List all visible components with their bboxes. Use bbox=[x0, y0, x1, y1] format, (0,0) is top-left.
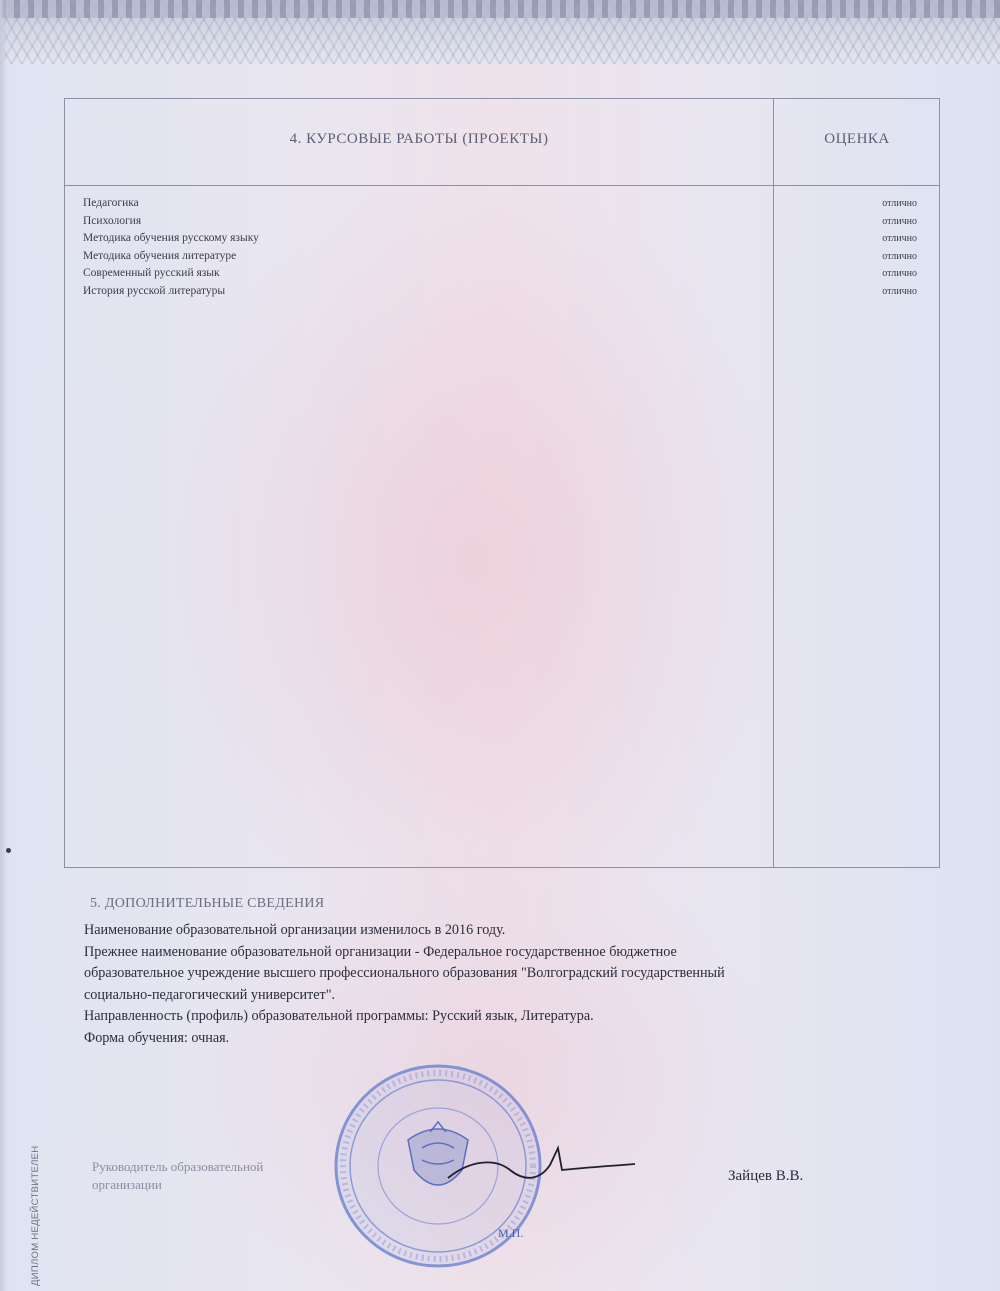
table-row bbox=[83, 283, 923, 301]
info-line: образовательное учреждение высшего профессионального образования "Волгоградский государственный bbox=[84, 965, 725, 981]
stamp-place-mark: М.П. bbox=[498, 1226, 524, 1240]
security-pattern-header bbox=[0, 0, 1000, 64]
table-row bbox=[83, 230, 923, 248]
info-line: социально-педагогический университет". bbox=[84, 986, 336, 1003]
info-line: Наименование образовательной организации изменилось в 2016 году. bbox=[84, 922, 506, 938]
coursework-rows bbox=[83, 195, 923, 301]
subject-grade: отлично bbox=[882, 285, 917, 297]
table-header-divider bbox=[65, 185, 939, 186]
info-line: Форма обучения: очная. bbox=[84, 1029, 230, 1046]
vertical-margin-note: ДИПЛОМ НЕДЕЙСТВИТЕЛЕН bbox=[30, 1145, 41, 1286]
subject-grade: отлично bbox=[882, 198, 917, 209]
table-row bbox=[83, 195, 923, 213]
subject-name: Методика обучения литературе bbox=[83, 249, 237, 262]
subject-grade: отлично bbox=[882, 215, 917, 227]
info-line: Прежнее наименование образовательной организации - Федеральное государственное бюджетное bbox=[84, 943, 677, 960]
signature-icon bbox=[440, 1140, 640, 1190]
subject-grade: отлично bbox=[882, 233, 917, 245]
grade-column-header: ОЦЕНКА bbox=[824, 131, 890, 147]
subject-name: Психология bbox=[83, 214, 142, 227]
subject-name: Педагогика bbox=[83, 197, 139, 209]
subject-grade: отлично bbox=[882, 250, 917, 262]
table-row bbox=[83, 248, 923, 266]
coursework-table bbox=[64, 98, 940, 868]
page-edge bbox=[0, 0, 8, 1291]
additional-info-title: 5. ДОПОЛНИТЕЛЬНЫЕ СВЕДЕНИЯ bbox=[90, 896, 325, 911]
table-row bbox=[83, 213, 923, 231]
ink-dot bbox=[6, 848, 11, 853]
subject-name: Методика обучения русскому языку bbox=[83, 232, 259, 245]
subject-grade: отлично bbox=[882, 268, 917, 280]
info-line: Направленность (профиль) образовательной программы: Русский язык, Литература. bbox=[84, 1008, 594, 1024]
signatory-name: Зайцев В.В. bbox=[728, 1168, 804, 1184]
table-row bbox=[83, 265, 923, 283]
coursework-section-title: 4. КУРСОВЫЕ РАБОТЫ (ПРОЕКТЫ) bbox=[289, 131, 549, 147]
signatory-label: Руководитель образовательной организации bbox=[92, 1159, 264, 1192]
subject-name: Современный русский язык bbox=[83, 267, 220, 280]
subject-name: История русской литературы bbox=[83, 284, 226, 297]
additional-info-body bbox=[84, 920, 944, 1049]
